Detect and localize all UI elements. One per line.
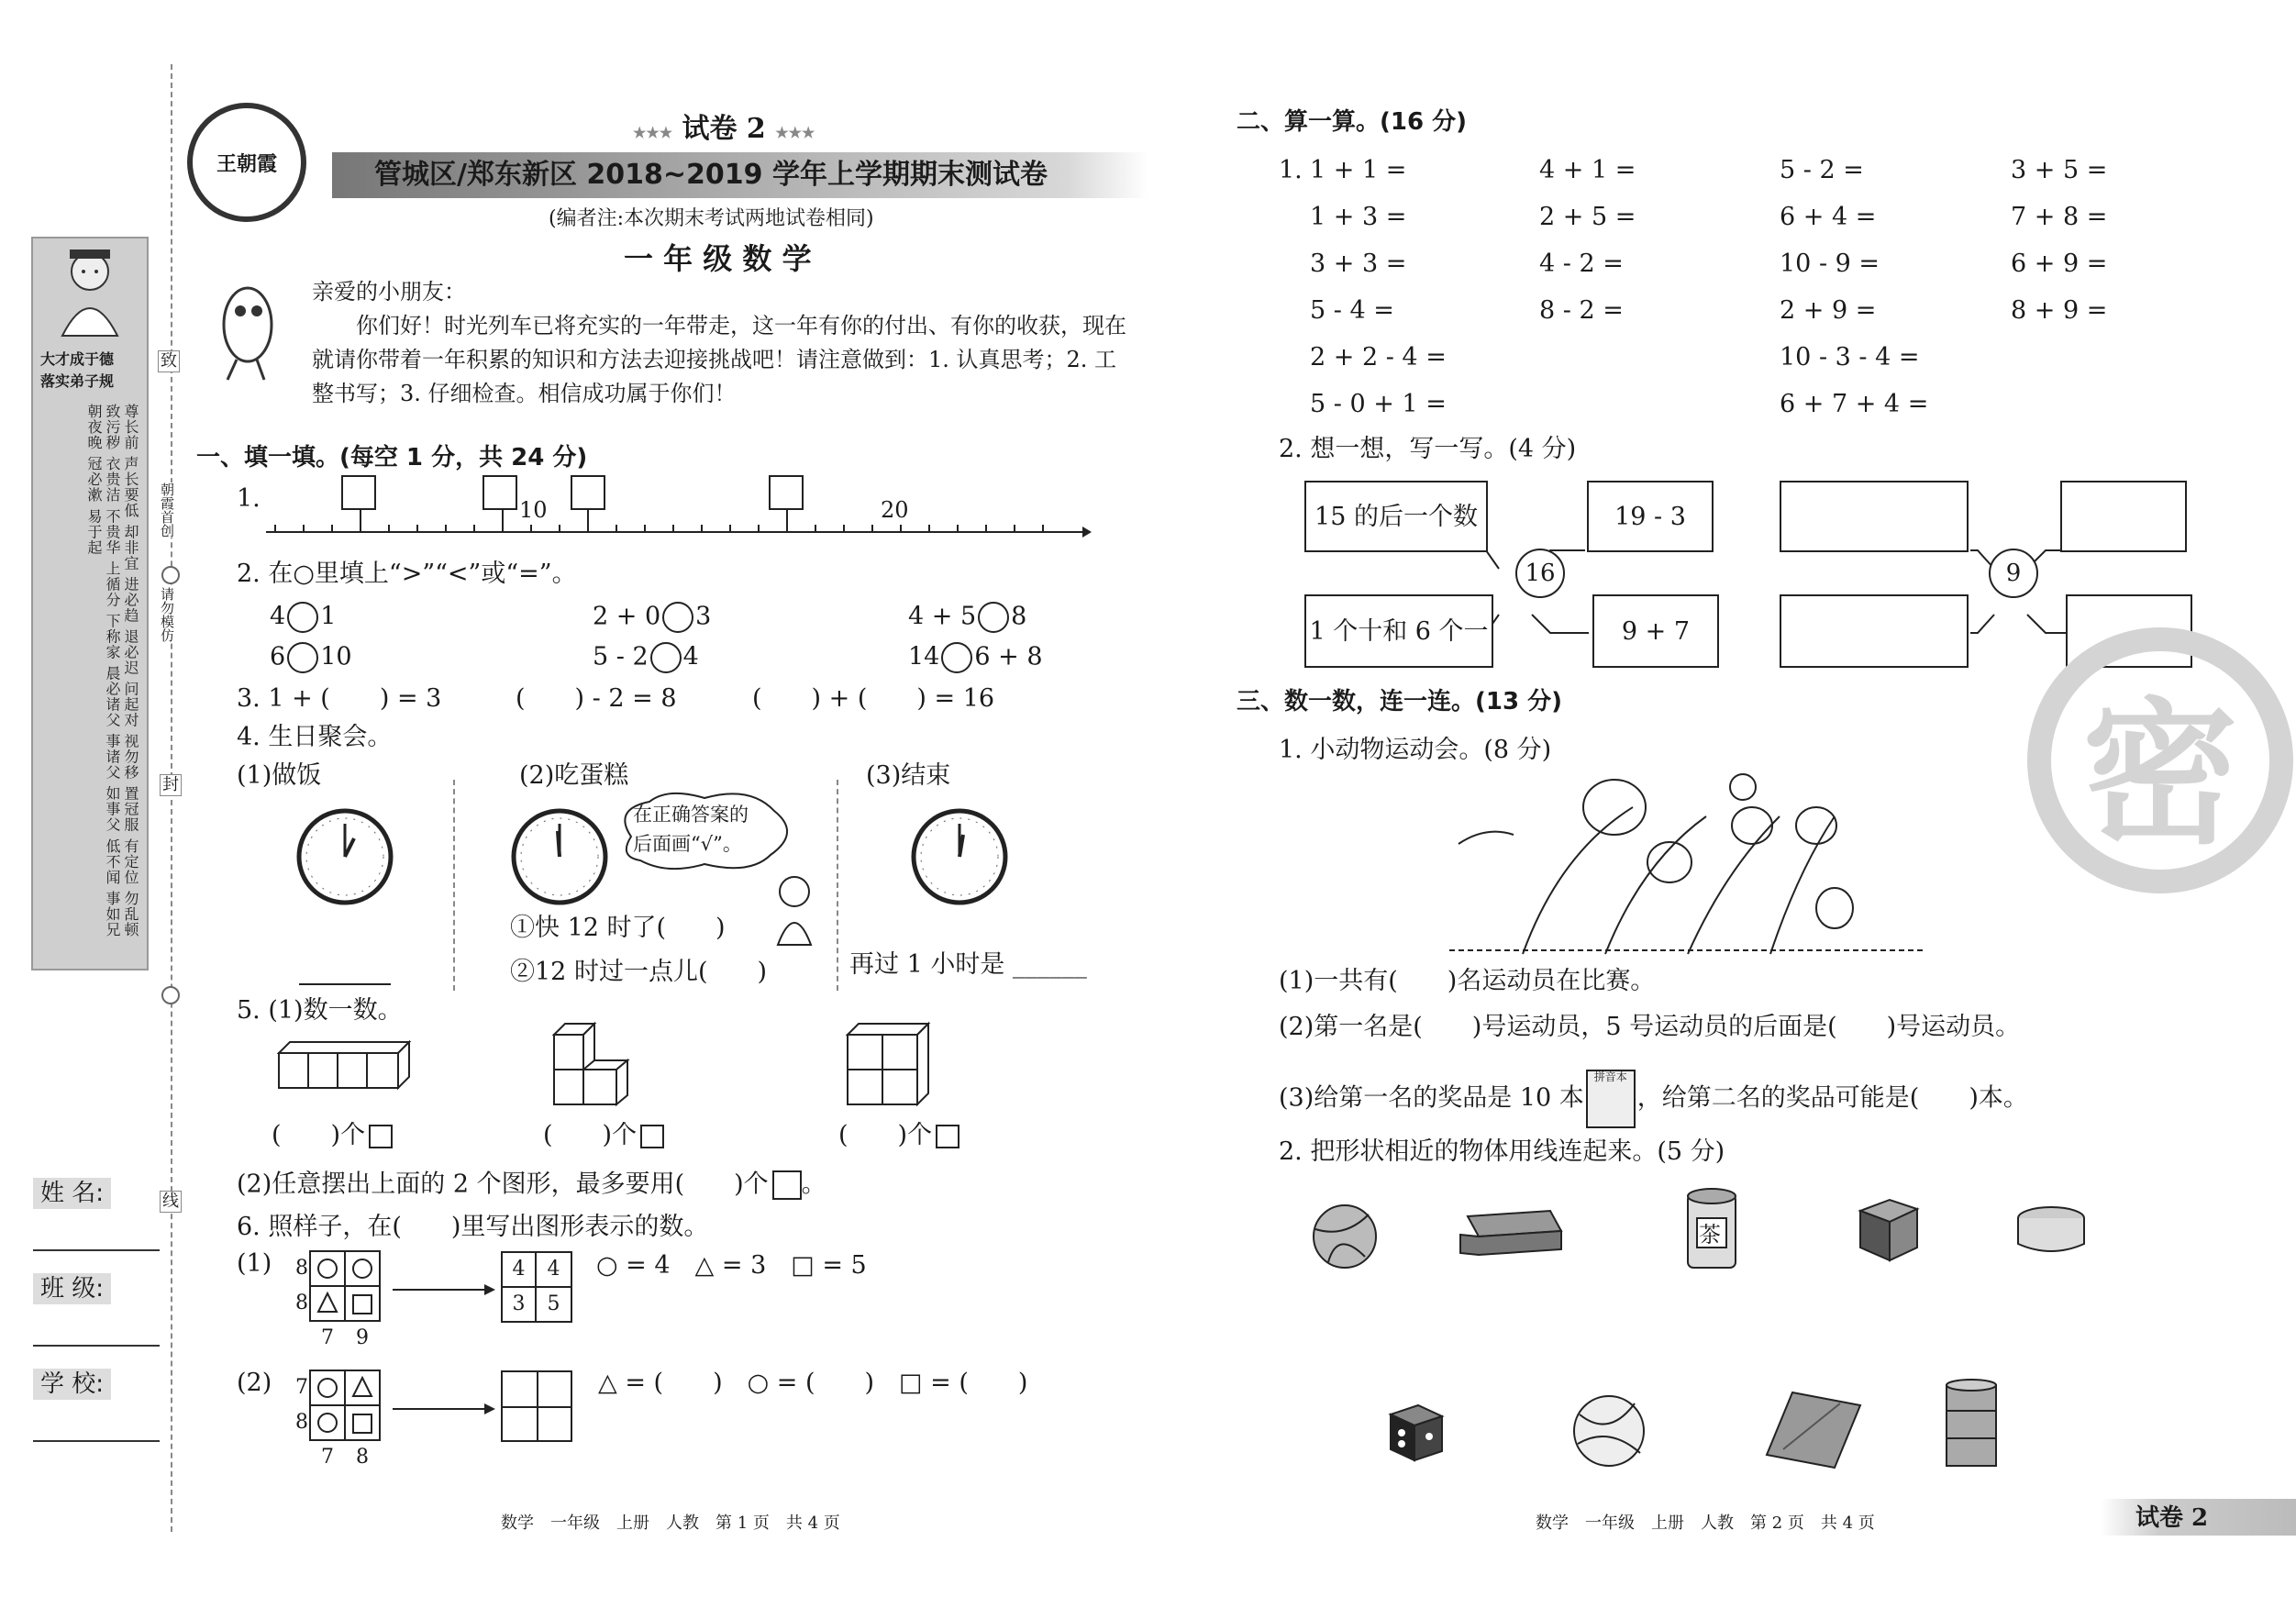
volleyball-icon xyxy=(1310,1202,1380,1271)
sidebar-col: 致污秽 xyxy=(104,404,121,450)
number-line-blank[interactable] xyxy=(482,475,517,510)
sidebar-col: 有定位 xyxy=(122,837,139,885)
sidebar-col: 问起对 xyxy=(122,681,139,728)
word-box xyxy=(1587,481,1714,552)
fold-circle-icon xyxy=(161,566,180,584)
sidebar-col: 晨必诸父 xyxy=(104,665,121,728)
q4-option-2[interactable]: ②12 时过一点儿( ) xyxy=(510,958,768,986)
calc-item: 4 + 1 = xyxy=(1539,156,1636,184)
q6-ex-col-1: 7 xyxy=(321,1326,334,1349)
part3-q1c[interactable] xyxy=(1279,1070,2028,1128)
count-text: ( )个 xyxy=(543,1121,638,1149)
q5-count-2[interactable] xyxy=(543,1123,664,1148)
answer-box[interactable] xyxy=(2060,481,2187,552)
word-box xyxy=(1304,594,1493,668)
compare-item xyxy=(908,602,1026,633)
intro-greeting: 亲爱的小朋友： xyxy=(312,279,466,305)
count-text: ( )个 xyxy=(272,1121,366,1149)
word-box-text: 9 + 7 xyxy=(1621,616,1691,646)
girl-image xyxy=(769,873,820,947)
q5-sub2-text: (2)任意摆出上面的 2 个图形，最多要用( )个 xyxy=(237,1170,769,1199)
q4-option-1[interactable]: ①快 12 时了( ) xyxy=(510,914,726,942)
word-box xyxy=(1304,481,1488,552)
notebook-icon xyxy=(1765,1389,1862,1471)
calc-item: 5 - 0 + 1 = xyxy=(1310,390,1447,418)
q6-problem-grid xyxy=(310,1370,383,1444)
grid-cell: 4 xyxy=(537,1253,571,1288)
number-line-blank[interactable] xyxy=(571,475,605,510)
center-circle xyxy=(1989,549,2038,598)
cube-icon xyxy=(936,1125,959,1148)
cube-figure-2 xyxy=(554,1024,646,1106)
sidebar-col: 低不闻 xyxy=(104,837,121,885)
fold-label-4: 封 xyxy=(160,774,182,796)
compare-right: 10 xyxy=(320,642,352,671)
bubble-text-2: 后面画“√”。 xyxy=(633,833,742,855)
tea-label: 茶 xyxy=(1699,1222,1721,1248)
exam-title: 管城区/郑东新区 2018~2019 学年上学期期末测试卷 xyxy=(374,159,1048,191)
sidebar-col: 朝夜晚 xyxy=(85,404,103,450)
animal-race-illustration xyxy=(1449,771,1926,954)
q6-p2-col-2: 8 xyxy=(356,1446,369,1469)
word-box xyxy=(1592,594,1719,668)
calc-item: 2 + 2 - 4 = xyxy=(1310,343,1447,372)
compare-item xyxy=(908,642,1043,673)
compare-circle[interactable] xyxy=(650,642,682,673)
sidebar-col: 上循分 xyxy=(104,560,121,608)
brand-logo xyxy=(187,103,306,222)
compare-left: 14 xyxy=(908,642,940,671)
calc-item: 5 - 2 = xyxy=(1780,156,1864,184)
q2-label: 2. 在○里填上“>”“<”或“=”。 xyxy=(237,560,577,588)
sidebar-col: 冠必漱 xyxy=(85,456,103,504)
watermark-char: 密 xyxy=(2081,683,2238,866)
subject-title: 一 年 级 数 学 xyxy=(624,241,812,276)
q3-b: ( ) - 2 = 8 xyxy=(516,684,677,713)
q5-sub2[interactable]: (2)任意摆出上面的 2 个图形，最多要用( )个 。 xyxy=(237,1170,826,1199)
footer-left: 数学 一年级 上册 人教 第 1 页 共 4 页 xyxy=(501,1514,840,1533)
sidebar-text-block xyxy=(44,404,139,954)
cube-icon xyxy=(640,1125,664,1148)
calc-item: 10 - 9 = xyxy=(1780,250,1880,278)
sidebar-col: 退必迟 xyxy=(122,628,139,676)
class-field[interactable] xyxy=(33,1345,160,1347)
compare-item xyxy=(593,602,711,633)
intro-line-1: 你们好！时光列车已将充实的一年带走，这一年有你的付出、有你的收获，现在 xyxy=(356,313,1126,338)
compare-left: 6 xyxy=(270,642,286,671)
oil-barrel-icon xyxy=(1943,1378,2000,1469)
calc-item: 6 + 7 + 4 = xyxy=(1780,390,1929,418)
star-icon: ★★★ xyxy=(633,124,673,141)
q6-example-legend: ○ = 4 △ = 3 □ = 5 xyxy=(596,1251,867,1280)
word-box-text: 19 - 3 xyxy=(1614,502,1686,531)
sidebar-col: 衣贵洁 xyxy=(104,456,121,504)
center-number: 9 xyxy=(2005,560,2022,587)
fold-circle-icon xyxy=(161,986,180,1004)
footer-tag: 试卷 2 xyxy=(2135,1504,2209,1532)
q6-p2-label: (2) xyxy=(237,1369,272,1397)
q6-example-label: (1) xyxy=(237,1249,272,1278)
mascot-image xyxy=(209,270,283,389)
grid-cell: 5 xyxy=(547,1292,560,1315)
class-label: 班 级: xyxy=(33,1273,111,1304)
pinyin-book-icon xyxy=(1586,1070,1636,1128)
fold-line xyxy=(171,64,172,1532)
sidebar-col: 声长要低 xyxy=(122,456,139,519)
grid-line xyxy=(503,1406,571,1408)
cube-icon xyxy=(772,1170,802,1200)
fold-label-5: 线 xyxy=(160,1191,182,1213)
q6-problem-legend[interactable]: △ = ( ) ○ = ( ) □ = ( ) xyxy=(598,1369,1028,1397)
compare-left: 4 + 5 xyxy=(908,602,977,631)
sidebar-motto-2: 落实弟子规 xyxy=(40,372,115,390)
bubble-text-1: 在正确答案的 xyxy=(633,804,749,826)
name-field[interactable] xyxy=(33,1249,160,1251)
sidebar-motto-1: 大才成于德 xyxy=(40,350,115,368)
q6-problem-answer-grid[interactable] xyxy=(501,1370,572,1442)
q1-label: 1. xyxy=(237,484,261,513)
sidebar-col: 却非宜 xyxy=(122,524,139,571)
compare-item xyxy=(270,642,352,673)
sidebar-col: 视勿移 xyxy=(122,733,139,781)
fold-label-3: 请勿模仿 xyxy=(159,587,175,642)
calc-item: 5 - 4 = xyxy=(1310,296,1394,325)
rubiks-cube-icon xyxy=(1853,1196,1921,1264)
divider xyxy=(453,780,455,991)
calc-item: 3 + 5 = xyxy=(2011,156,2108,184)
q5-count-3[interactable] xyxy=(838,1123,959,1148)
compare-circle[interactable] xyxy=(941,642,972,673)
brand-logo-text: 王朝霞 xyxy=(216,151,277,176)
calc-item: 8 + 9 = xyxy=(2011,296,2108,325)
number-line xyxy=(266,477,1092,550)
fold-label-1: 致 xyxy=(158,350,180,372)
calc-item: 7 + 8 = xyxy=(2011,203,2108,231)
calc-item: 1 + 3 = xyxy=(1310,203,1407,231)
compare-left: 4 xyxy=(270,602,286,631)
sidebar-character-image xyxy=(42,244,138,345)
compare-right: 8 xyxy=(1011,602,1027,631)
compare-circle[interactable] xyxy=(662,602,693,633)
school-field[interactable] xyxy=(33,1440,160,1442)
q3-a: 3. 1 + ( ) = 3 xyxy=(237,684,442,713)
sidebar-col: 置冠服 xyxy=(122,785,139,833)
q4-label: 4. 生日聚会。 xyxy=(237,723,393,751)
part3-title: 三、数一数，连一连。(13 分) xyxy=(1237,688,1562,715)
star-icon: ★★★ xyxy=(775,124,815,141)
tin-can-icon xyxy=(2014,1202,2088,1262)
q5-label: 5. (1)数一数。 xyxy=(237,996,403,1025)
editor-note: (编者注:本次期末考试两地试卷相同) xyxy=(549,207,874,230)
part3-q1b[interactable]: (2)第一名是( )号运动员，5 号运动员的后面是( )号运动员。 xyxy=(1279,1013,2021,1041)
compare-circle[interactable] xyxy=(287,602,318,633)
calc-item: 6 + 4 = xyxy=(1780,203,1877,231)
cube-figure-3 xyxy=(848,1024,939,1106)
clock-icon xyxy=(295,807,394,906)
school-label: 学 校: xyxy=(33,1369,111,1400)
q4-step-3: (3)结束 xyxy=(866,761,951,790)
tick-label-20: 20 xyxy=(881,497,909,523)
box-icon xyxy=(1459,1207,1565,1259)
grid-cell: 4 xyxy=(503,1253,537,1288)
beach-ball-icon xyxy=(1570,1392,1647,1469)
calc-item: 2 + 9 = xyxy=(1780,296,1877,325)
answer-box[interactable] xyxy=(1780,594,1969,668)
part2-q2-label: 2. 想一想，写一写。(4 分) xyxy=(1279,435,1577,463)
part3-q1c-text-2: ，给第二名的奖品可能是( )本。 xyxy=(1636,1083,2028,1113)
q6-ex-row-1: 8 xyxy=(295,1257,308,1280)
q6-example-grid xyxy=(310,1251,383,1325)
compare-right: 1 xyxy=(320,602,337,631)
compare-left: 5 - 2 xyxy=(593,642,649,671)
part3-q1a[interactable]: (1)一共有( )名运动员在比赛。 xyxy=(1279,967,1656,995)
sidebar-col: 易于起 xyxy=(85,508,103,556)
arrow-icon xyxy=(393,1284,495,1295)
intro-line-3: 整书写；3. 仔细检查。相信成功属于你们！ xyxy=(312,381,737,406)
q6-example-answer-grid xyxy=(501,1251,572,1323)
compare-right: 3 xyxy=(695,602,712,631)
cube-icon xyxy=(369,1125,393,1148)
part3-q2-label: 2. 把形状相近的物体用线连起来。(5 分) xyxy=(1279,1137,1725,1166)
q3-c: ( ) + ( ) = 16 xyxy=(752,684,995,713)
calc-item: 1 + 1 = xyxy=(1310,156,1407,184)
calc-item: 2 + 5 = xyxy=(1539,203,1636,231)
cube-figure-1 xyxy=(279,1042,416,1097)
word-box-text: 15 的后一个数 xyxy=(1314,502,1478,531)
answer-box[interactable] xyxy=(1780,481,1969,552)
compare-item xyxy=(593,642,699,673)
grid-cell: 3 xyxy=(503,1288,537,1321)
name-label: 姓 名: xyxy=(33,1178,111,1209)
q6-p2-row-2: 8 xyxy=(295,1411,308,1434)
sidebar-col: 下称家 xyxy=(104,613,121,660)
compare-right: 6 + 8 xyxy=(974,642,1043,671)
intro-line-2: 就请你带着一年积累的知识和方法去迎接挑战吧！请注意做到：1. 认真思考；2. 工 xyxy=(312,347,1117,372)
sidebar-col: 事如兄 xyxy=(104,890,121,937)
sidebar-col: 勿乱顿 xyxy=(122,890,139,937)
center-circle xyxy=(1515,549,1565,598)
part3-q1c-text-1: (3)给第一名的奖品是 10 本 xyxy=(1279,1083,1584,1113)
q4-after[interactable]: 再过 1 小时是 ______ xyxy=(849,950,1087,979)
compare-left: 2 + 0 xyxy=(593,602,661,631)
calc-item: 6 + 9 = xyxy=(2011,250,2108,278)
clock-icon xyxy=(510,807,609,906)
number-line-blank[interactable] xyxy=(769,475,804,510)
q6-p2-row-1: 7 xyxy=(295,1376,308,1399)
compare-item xyxy=(270,602,336,633)
q6-ex-row-2: 8 xyxy=(295,1292,308,1314)
word-box-text: 1 个十和 6 个一 xyxy=(1309,616,1489,646)
divider xyxy=(837,780,838,991)
secret-watermark xyxy=(2027,627,2293,893)
number-line-blank[interactable] xyxy=(341,475,376,510)
part2-q1-label: 1. xyxy=(1279,156,1303,184)
q5-count-1[interactable] xyxy=(272,1123,393,1148)
calc-item: 4 - 2 = xyxy=(1539,250,1624,278)
clock-icon xyxy=(910,807,1009,906)
footer-right: 数学 一年级 上册 人教 第 2 页 共 4 页 xyxy=(1536,1514,1875,1533)
q6-ex-col-2: 9 xyxy=(356,1326,369,1349)
compare-circle[interactable] xyxy=(978,602,1009,633)
sidebar-col: 进必趋 xyxy=(122,576,139,624)
q6-p2-col-1: 7 xyxy=(321,1446,334,1469)
paper-tag-text: 试卷 2 xyxy=(682,113,766,145)
calc-item: 3 + 3 = xyxy=(1310,250,1407,278)
center-number: 16 xyxy=(1525,560,1556,587)
compare-right: 4 xyxy=(682,642,699,671)
count-text: ( )个 xyxy=(838,1121,933,1149)
compare-circle[interactable] xyxy=(287,642,318,673)
sidebar-col: 尊长前 xyxy=(122,404,139,450)
fold-label-2: 朝霞首创 xyxy=(159,482,175,538)
pinyin-book-label: 拼音本 xyxy=(1593,1070,1627,1083)
calc-item: 8 - 2 = xyxy=(1539,296,1624,325)
sidebar-col: 如事父 xyxy=(104,785,121,833)
sidebar-col: 事诸父 xyxy=(104,733,121,781)
q6-label: 6. 照样子，在( )里写出图形表示的数。 xyxy=(237,1213,709,1241)
tick-label-10: 10 xyxy=(519,497,548,523)
q4-step-2: (2)吃蛋糕 xyxy=(519,761,629,790)
arrow-icon xyxy=(393,1403,495,1414)
calc-item: 10 - 3 - 4 = xyxy=(1780,343,1920,372)
part3-q1-label: 1. 小动物运动会。(8 分) xyxy=(1279,736,1552,764)
part1-title: 一、填一填。(每空 1 分，共 24 分) xyxy=(196,444,588,471)
paper-tag xyxy=(633,113,815,145)
sidebar-col: 不贵华 xyxy=(104,508,121,556)
dice-icon xyxy=(1383,1400,1449,1466)
q4-step-1: (1)做饭 xyxy=(237,761,322,790)
answer-line[interactable] xyxy=(299,983,391,985)
part2-title: 二、算一算。(16 分) xyxy=(1237,108,1467,136)
